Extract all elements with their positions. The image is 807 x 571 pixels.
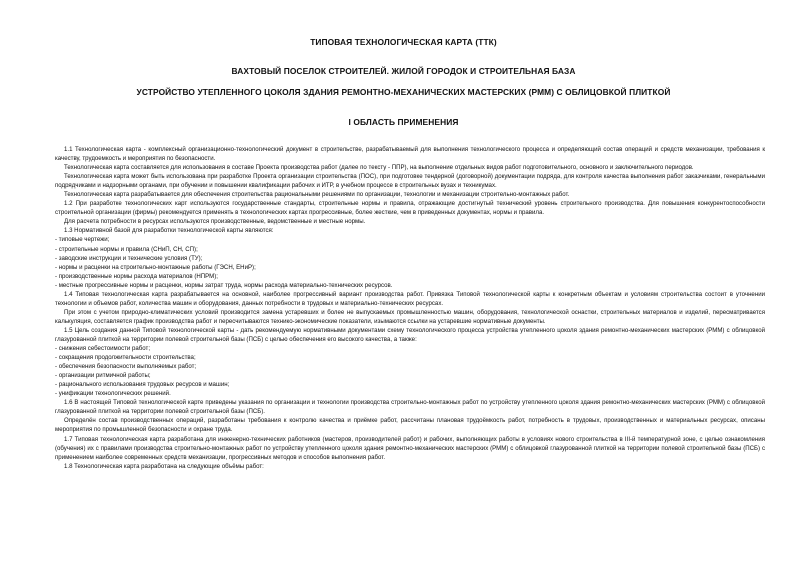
document-heading: УСТРОЙСТВО УТЕПЛЕННОГО ЦОКОЛЯ ЗДАНИЯ РЕМОНТНО-МЕХАНИЧЕСКИХ МАСТЕРСКИХ (РММ) С ОБЛИЦОВКОЙ ПЛИТКОЙ xyxy=(136,87,671,97)
document-subtitle: ВАХТОВЫЙ ПОСЕЛОК СТРОИТЕЛЕЙ. ЖИЛОЙ ГОРОДОК И СТРОИТЕЛЬНАЯ БАЗА xyxy=(231,66,576,76)
list-item: - заводские инструкции и технические условия (ТУ); xyxy=(55,254,203,262)
paragraph: Технологическая карта может быть использована при разработке Проекта организации строительства (ПОС), при подготовке тендерной (договорной) документации подряда, для контроля качества выполнения работ заказчиками, генеральными подрядчиками и надзорными органами, при обучении и повышении квалификации рабочих и ИТР, в учебном процессе в строительных вузах и техникумах. xyxy=(55,173,765,190)
list-item: - строительные нормы и правила (СНиП, СН, СП); xyxy=(55,245,198,253)
paragraph: Технологическая карта составляется для использования в составе Проекта производства работ (далее по тексту - ППР), на выполнение отдельных видов работ подготовительного, основного и заключительного периодов. xyxy=(64,164,694,172)
paragraph: 1.3 Нормативной базой для разработки технологической карты являются: xyxy=(64,227,274,235)
paragraph: 1.6 В настоящей Типовой технологической карте приведены указания по организации и технологии производства строительно-монтажных работ по устройству утепленного цоколя здания ремонтно-механических мастерских (РММ) с облицовкой глазурованной плиткой на территории полевой строительной базы (ПСБ). xyxy=(55,399,765,416)
paragraph: 1.5 Цель создания данной Типовой технологической карты - дать рекомендуемую нормативными документами схему технологического процесса устройства утепленного цоколя здания ремонтно-механических мастерских (РММ) с облицовкой глазурованной плиткой на территории полевой строительной базы (ПСБ) с целью обеспечения его высокого качества, а также: xyxy=(55,326,765,343)
list-item: - нормы и расценки на строительно-монтажные работы (ГЭСН, ЕНиР); xyxy=(55,263,256,271)
paragraph: 1.4 Типовая технологическая карта разрабатывается на основной, наиболее прогрессивный вариант производства работ. Привязка Типовой технологической карты к конкретным объектам и условиям строительства состоит в уточнении технологии и объемов работ, количества машин и оборудования, данных потребности в трудовых и материально-технических ресурсах. xyxy=(55,290,765,307)
list-item: - рационального использования трудовых ресурсов и машин; xyxy=(55,381,230,389)
list-item: - обеспечения безопасности выполняемых работ; xyxy=(55,363,197,371)
list-item: - организации ритмичной работы; xyxy=(55,372,151,380)
document-title: ТИПОВАЯ ТЕХНОЛОГИЧЕСКАЯ КАРТА (ТТК) xyxy=(310,37,497,47)
paragraph: Определён состав производственных операций, разработаны требования к контролю качества и приёмке работ, рассчитаны плановая трудоёмкость работ, потребность в трудовых, производственных и материальных ресурсах, описаны мероприятия по промышленной безопасности и охране труда. xyxy=(55,417,765,434)
document-body xyxy=(55,145,765,471)
list-item: - типовые чертежи; xyxy=(55,236,110,244)
paragraph: 1.7 Типовая технологическая карта разработана для инженерно-технических работников (мастеров, производителей работ) и рабочих, выполняющих работы в условиях нового строительства в III-й температурной зоне, с целью ознакомления (обучения) их с правилами производства строительно-монтажных работ по устройству утепленного цоколя здания ремонтно-механических мастерских (РММ) с облицовкой глазурованной плиткой на территории полевой строительной базы (ПСБ) с применением наиболее современных средств механизации, прогрессивных методов и способов выполнения работ. xyxy=(55,435,765,461)
section-heading: I ОБЛАСТЬ ПРИМЕНЕНИЯ xyxy=(348,117,459,127)
list-item: - унификации технологических решений. xyxy=(55,390,171,398)
paragraph: Для расчета потребности в ресурсах используются производственные, ведомственные и местные нормы. xyxy=(64,218,366,226)
paragraph: Технологическая карта разрабатывается для обеспечения строительства рациональными решениями по организации, технологии и механизации строительно-монтажных работ. xyxy=(64,191,570,199)
list-item: - снижения себестоимости работ; xyxy=(55,345,151,353)
list-item: - местные прогрессивные нормы и расценки, нормы затрат труда, нормы расхода материально-технических ресурсов. xyxy=(55,281,393,289)
list-item: - производственные нормы расхода материалов (НПРМ); xyxy=(55,272,218,280)
list-item: - сокращения продолжительности строительства; xyxy=(55,354,196,362)
paragraph: 1.2 При разработке технологических карт используются государственные стандарты, строительные нормы и правила, отражающие достигнутый технический уровень строительного производства. Для повышения конкурентоспособности строительной организации (фирмы) рекомендуется применять в технологических картах прогрессивные, более жесткие, чем в приведенных документах, нормы и правила. xyxy=(55,200,765,217)
paragraph: 1.1 Технологическая карта - комплексный организационно-технологический документ в строительстве, разрабатываемый для выполнения технологического процесса и определяющий состав операций и средств механизации, требования к качеству, трудоемкость и мероприятия по безопасности. xyxy=(55,146,765,163)
paragraph: 1.8 Технологическая карта разработана на следующие объёмы работ: xyxy=(64,462,264,470)
paragraph: При этом с учетом природно-климатических условий производится замена устаревших и более не выпускаемых промышленностью машин, оборудования, технологической оснастки, строительных материалов и изделий, пересматривается калькуляция, составляется график производства работ и пересчитываются технико-экономические показатели, изымаются ссылки на устаревшие нормативные документы. xyxy=(55,308,765,325)
